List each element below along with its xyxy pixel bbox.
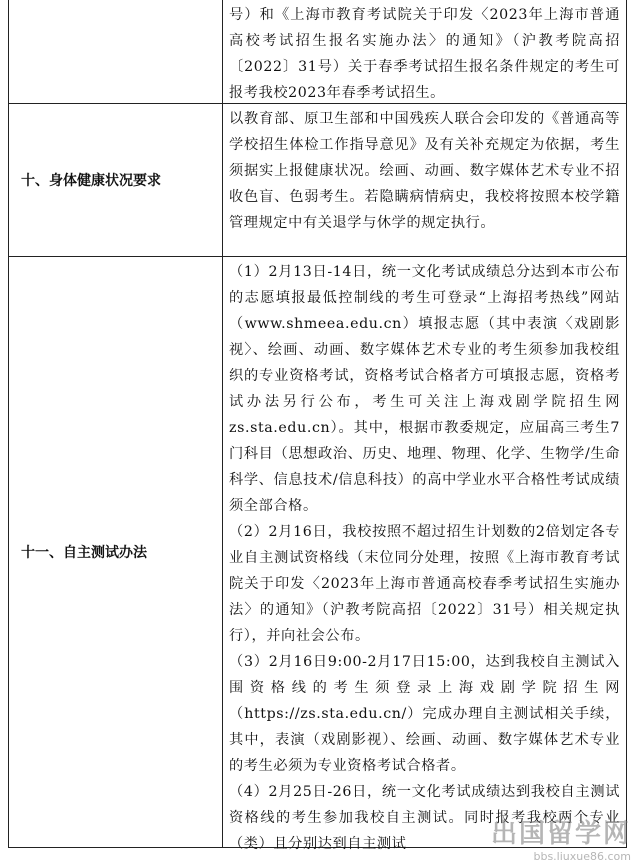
row-content-selftest — [223, 257, 627, 852]
admission-table — [8, 0, 627, 852]
watermark-logo — [491, 813, 631, 863]
table-row-health — [8, 104, 627, 257]
paragraph-4: （4）2月25日-26日，统一文化考试成绩达到我校自主测试资格线的考生参加我校自主测试。同时报考我校两个专业（类）且分别达到自主测试 — [229, 784, 620, 852]
row-content-continued — [223, 0, 627, 103]
paragraph: 号）和《上海市教育考试院关于印发〈2023年上海市普通高校考试招生报名实施办法〉的通知》（沪教考院高招〔2022〕31号）关于春季考试招生报名条件规定的考生可报考我校2023年春季考试招生。 — [229, 7, 620, 101]
paragraph: 以教育部、原卫生部和中国残疾人联合会印发的《普通高等学校招生体检工作指导意见》及有关补充规定为依据，考生须据实上报健康状况。绘画、动画、数字媒体艺术专业不招收色盲、色弱考生。若隐瞒病情病史，我校将按照本校学籍管理规定中有关退学与休学的规定执行。 — [229, 111, 620, 231]
row-label-health: 十、身体健康状况要求 — [8, 104, 223, 256]
watermark-title: 出国留学网 — [490, 819, 631, 849]
watermark-url: bbs.liuxue86.com — [533, 850, 631, 863]
paragraph-3: （3）2月16日9:00-2月17日15:00，达到我校自主测试入围资格线的考生须登录上海戏剧学院招生网（https://zs.sta.edu.cn/）完成办理自主测试相关手续，其中，表演（戏剧影视）、绘画、动画、数字媒体艺术专业的考生必须为专业资格考试合格者。 — [229, 654, 620, 774]
table-row-continued — [8, 0, 627, 104]
paragraph-1: （1）2月13日-14日，统一文化考试成绩总分达到本市公布的志愿填报最低控制线的考生可登录“上海招考热线”网站（www.shmeea.edu.cn）填报志愿（其中表演〈戏剧影视〉、绘画、动画、数字媒体艺术专业的考生须参加我校组织的专业资格考试，资格考试合格者方可填报志愿，资格考试办法另行公布，考生可关注上海戏剧学院招生网zs.sta.edu.cn）。其中，根据市教委规定，应届高三考生7门科目（思想政治、历史、地理、物理、化学、生物学/生命科学、信息技术/信息科技）的高中学业水平合格性考试成绩须全部合格。 — [229, 264, 620, 514]
row-content-health — [223, 104, 627, 256]
paragraph-2: （2）2月16日，我校按照不超过招生计划数的2倍划定各专业自主测试资格线（末位同分处理，按照《上海市教育考试院关于印发〈2023年上海市普通高校春季考试招生实施办法〉的通知》（沪教考院高招〔2022〕31号）相关规定执行），并向社会公布。 — [229, 524, 620, 644]
row-label-empty — [8, 0, 223, 103]
table-row-selftest — [8, 257, 627, 852]
row-label-selftest: 十一、自主测试办法 — [8, 257, 223, 847]
